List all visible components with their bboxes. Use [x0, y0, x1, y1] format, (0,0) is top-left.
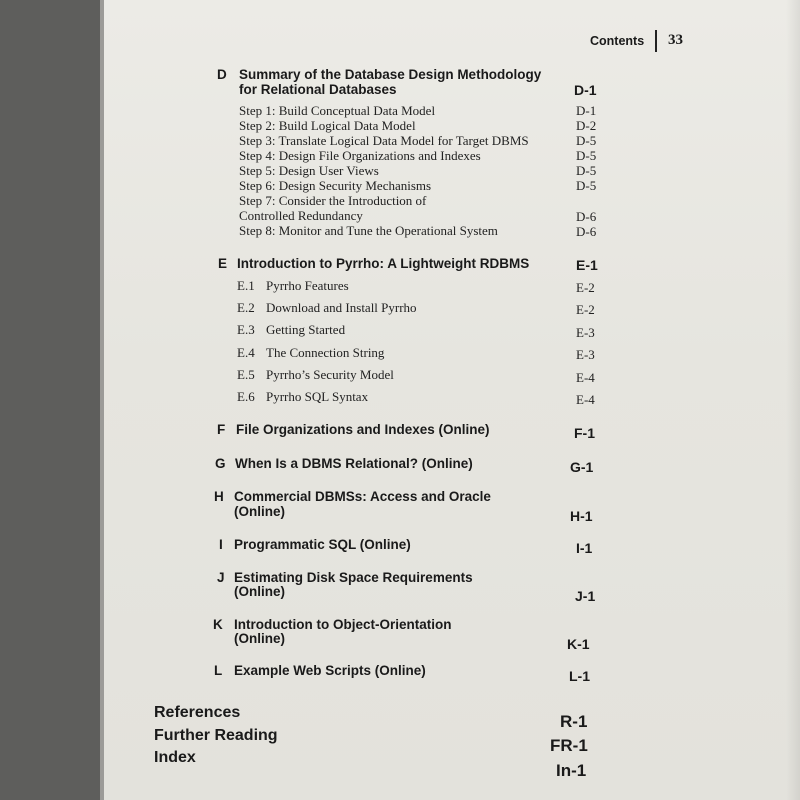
appendix-d-title-line2: for Relational Databases [239, 82, 397, 97]
page-right-shade [786, 0, 800, 800]
toc-step-page: D-5 [576, 178, 597, 193]
toc-step: Step 4: Design File Organizations and Indexes [239, 148, 481, 163]
toc-step-page: D-5 [576, 148, 597, 163]
appendix-title-line2: (Online) [234, 504, 285, 519]
page-number: 33 [668, 32, 683, 48]
appendix-page: F-1 [574, 425, 595, 441]
toc-step: Step 1: Build Conceptual Data Model [239, 103, 436, 118]
toc-step-page: D-1 [576, 103, 597, 118]
toc-section: Pyrrho SQL Syntax [266, 389, 369, 404]
appendix-page: H-1 [570, 508, 593, 524]
toc-step-page: D-6 [576, 209, 597, 224]
toc-section-page: E-4 [576, 370, 595, 385]
appendix-letter: F [217, 422, 226, 437]
appendix-title: Introduction to Object-Orientation [234, 617, 452, 632]
toc-section: Pyrrho’s Security Model [266, 367, 394, 382]
toc-section-page: E-3 [576, 325, 595, 340]
toc-section-num: E.2 [237, 300, 255, 315]
toc-step: Step 7: Consider the Introduction of [239, 193, 427, 208]
appendix-letter: K [213, 617, 223, 632]
toc-section-page: E-2 [576, 302, 595, 317]
toc-section-page: E-2 [576, 280, 595, 295]
toc-step: Controlled Redundancy [239, 208, 363, 223]
appendix-d-page: D-1 [574, 82, 597, 98]
toc-section-page: E-3 [576, 347, 595, 362]
back-matter-page: R-1 [560, 712, 588, 731]
back-matter-page: FR-1 [550, 736, 588, 755]
appendix-title: Programmatic SQL (Online) [234, 537, 411, 552]
toc-step-page: D-5 [576, 133, 597, 148]
appendix-title: Commercial DBMSs: Access and Oracle [234, 489, 491, 504]
running-header-section: Contents [590, 34, 645, 48]
toc-section: The Connection String [266, 345, 385, 360]
toc-section: Download and Install Pyrrho [266, 300, 417, 315]
appendix-letter-d: D [217, 67, 227, 82]
back-matter-page: In-1 [556, 761, 587, 780]
appendix-letter: J [217, 570, 225, 585]
appendix-title-line2: (Online) [234, 584, 285, 599]
appendix-letter: H [214, 489, 224, 504]
appendix-page: J-1 [575, 588, 596, 604]
appendix-letter: G [215, 456, 226, 471]
toc-step-page: D-5 [576, 163, 597, 178]
toc-section-num: E.6 [237, 389, 255, 404]
appendix-title: Example Web Scripts (Online) [234, 663, 426, 678]
appendix-page: L-1 [569, 668, 590, 684]
appendix-e-title: Introduction to Pyrrho: A Lightweight RDBMS [237, 256, 530, 271]
toc-section-page: E-4 [576, 392, 595, 407]
page-edge-shadow [100, 0, 104, 800]
toc-step: Step 3: Translate Logical Data Model for Target DBMS [239, 133, 529, 148]
appendix-page: G-1 [570, 459, 594, 475]
header-divider [655, 30, 657, 52]
appendix-letter: I [219, 537, 223, 552]
toc-step: Step 5: Design User Views [239, 163, 379, 178]
appendix-title: When Is a DBMS Relational? (Online) [235, 456, 473, 471]
back-matter-index: Index [154, 749, 196, 766]
back-matter-further-reading: Further Reading [154, 727, 278, 744]
toc-section: Getting Started [266, 322, 346, 337]
toc-step: Step 2: Build Logical Data Model [239, 118, 416, 133]
toc-step: Step 6: Design Security Mechanisms [239, 178, 432, 193]
toc-section-num: E.3 [237, 322, 255, 337]
appendix-letter-e: E [218, 256, 228, 271]
toc-section-num: E.5 [237, 367, 255, 382]
appendix-title: Estimating Disk Space Requirements [234, 570, 473, 585]
toc-step-page: D-2 [576, 118, 597, 133]
appendix-page: I-1 [576, 540, 593, 556]
toc-step: Step 8: Monitor and Tune the Operational System [239, 223, 498, 238]
appendix-d-title-line1: Summary of the Database Design Methodology [239, 67, 542, 82]
toc-section-num: E.1 [237, 278, 255, 293]
toc-step-page: D-6 [576, 224, 597, 239]
appendix-page: K-1 [567, 636, 590, 652]
appendix-title-line2: (Online) [234, 631, 285, 646]
appendix-e-page: E-1 [576, 257, 598, 273]
appendix-letter: L [214, 663, 223, 678]
back-matter-references: References [154, 704, 241, 721]
appendix-title: File Organizations and Indexes (Online) [236, 422, 490, 437]
toc-section-num: E.4 [237, 345, 255, 360]
book-page [100, 0, 800, 800]
toc-section: Pyrrho Features [266, 278, 349, 293]
